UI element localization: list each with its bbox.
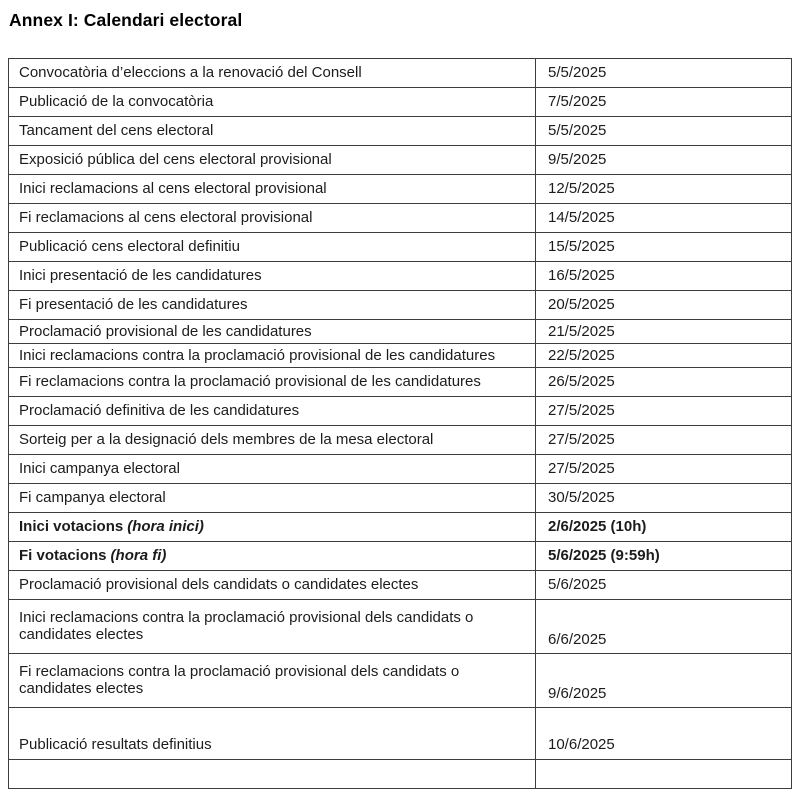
table-row [9, 654, 792, 708]
date-cell: 9/5/2025 [536, 146, 792, 175]
event-text: Fi reclamacions al cens electoral provisional [19, 209, 313, 227]
event-cell [9, 291, 536, 320]
event-cell [9, 542, 536, 571]
event-cell [9, 320, 536, 344]
table-row [9, 204, 792, 233]
event-text: Proclamació provisional de les candidatures [19, 322, 312, 340]
table-row [9, 59, 792, 88]
event-cell [9, 455, 536, 484]
event-text: Inici reclamacions contra la proclamació provisional de les candidatures [19, 346, 496, 364]
date-cell: 12/5/2025 [536, 175, 792, 204]
table-row [9, 88, 792, 117]
event-text: Inici votacions [19, 518, 124, 536]
event-text: Inici campanya electoral [19, 460, 180, 478]
table-row [9, 542, 792, 571]
event-cell [9, 600, 536, 654]
event-cell [9, 760, 536, 789]
date-cell: 5/5/2025 [536, 117, 792, 146]
date-cell: 30/5/2025 [536, 484, 792, 513]
date-cell: 9/6/2025 [536, 654, 792, 708]
table-row [9, 484, 792, 513]
electoral-calendar-table [8, 58, 792, 789]
table-row [9, 117, 792, 146]
table-row [9, 262, 792, 291]
table-row [9, 291, 792, 320]
date-cell: 20/5/2025 [536, 291, 792, 320]
event-cell [9, 397, 536, 426]
table-row [9, 455, 792, 484]
event-text: Tancament del cens electoral [19, 122, 214, 140]
event-cell [9, 426, 536, 455]
event-text: Inici reclamacions al cens electoral provisional [19, 180, 327, 198]
event-text: Convocatòria d’eleccions a la renovació del Consell [19, 64, 362, 82]
event-text: Proclamació provisional dels candidats o candidates electes [19, 576, 419, 594]
date-cell: 27/5/2025 [536, 455, 792, 484]
event-cell [9, 654, 536, 708]
date-cell: 26/5/2025 [536, 368, 792, 397]
event-text: Inici presentació de les candidatures [19, 267, 262, 285]
date-cell: 22/5/2025 [536, 344, 792, 368]
event-cell [9, 88, 536, 117]
event-cell [9, 513, 536, 542]
table-row [9, 320, 792, 344]
date-cell: 6/6/2025 [536, 600, 792, 654]
event-cell [9, 146, 536, 175]
table-row [9, 397, 792, 426]
event-cell [9, 484, 536, 513]
event-text: Fi reclamacions contra la proclamació provisional de les candidatures [19, 373, 481, 391]
date-cell: 7/5/2025 [536, 88, 792, 117]
date-cell: 21/5/2025 [536, 320, 792, 344]
table-row [9, 175, 792, 204]
event-text: Publicació cens electoral definitiu [19, 238, 240, 256]
event-cell [9, 233, 536, 262]
table-row [9, 344, 792, 368]
event-text: Publicació resultats definitius [19, 735, 212, 753]
calendar-table-body [9, 59, 792, 789]
event-note: (hora inici) [127, 518, 204, 536]
table-row [9, 513, 792, 542]
table-row [9, 760, 792, 789]
event-cell [9, 59, 536, 88]
table-row [9, 426, 792, 455]
event-text: Inici reclamacions contra la proclamació provisional dels candidats o candidates electes [19, 608, 474, 643]
event-cell [9, 571, 536, 600]
event-text: Fi presentació de les candidatures [19, 296, 248, 314]
event-text: Publicació de la convocatòria [19, 93, 214, 111]
event-text: Exposició pública del cens electoral provisional [19, 151, 332, 169]
date-cell: 27/5/2025 [536, 426, 792, 455]
date-cell [536, 760, 792, 789]
table-row [9, 233, 792, 262]
date-cell: 5/5/2025 [536, 59, 792, 88]
event-text: Fi reclamacions contra la proclamació provisional dels candidats o candidates electes [19, 662, 460, 697]
table-row [9, 571, 792, 600]
date-cell: 15/5/2025 [536, 233, 792, 262]
page-title: Annex I: Calendari electoral [9, 10, 243, 30]
event-cell [9, 204, 536, 233]
event-cell [9, 708, 536, 760]
date-cell: 5/6/2025 (9:59h) [536, 542, 792, 571]
table-row [9, 368, 792, 397]
event-cell [9, 262, 536, 291]
event-cell [9, 117, 536, 146]
event-text: Proclamació definitiva de les candidatures [19, 402, 300, 420]
event-cell [9, 175, 536, 204]
table-row [9, 708, 792, 760]
event-note: (hora fi) [110, 547, 167, 565]
event-cell [9, 368, 536, 397]
date-cell: 14/5/2025 [536, 204, 792, 233]
date-cell: 10/6/2025 [536, 708, 792, 760]
event-text: Fi campanya electoral [19, 489, 166, 507]
table-row [9, 146, 792, 175]
date-cell: 5/6/2025 [536, 571, 792, 600]
event-text: Sorteig per a la designació dels membres de la mesa electoral [19, 431, 434, 449]
event-cell [9, 344, 536, 368]
event-text: Fi votacions [19, 547, 107, 565]
table-row [9, 600, 792, 654]
date-cell: 16/5/2025 [536, 262, 792, 291]
date-cell: 27/5/2025 [536, 397, 792, 426]
date-cell: 2/6/2025 (10h) [536, 513, 792, 542]
